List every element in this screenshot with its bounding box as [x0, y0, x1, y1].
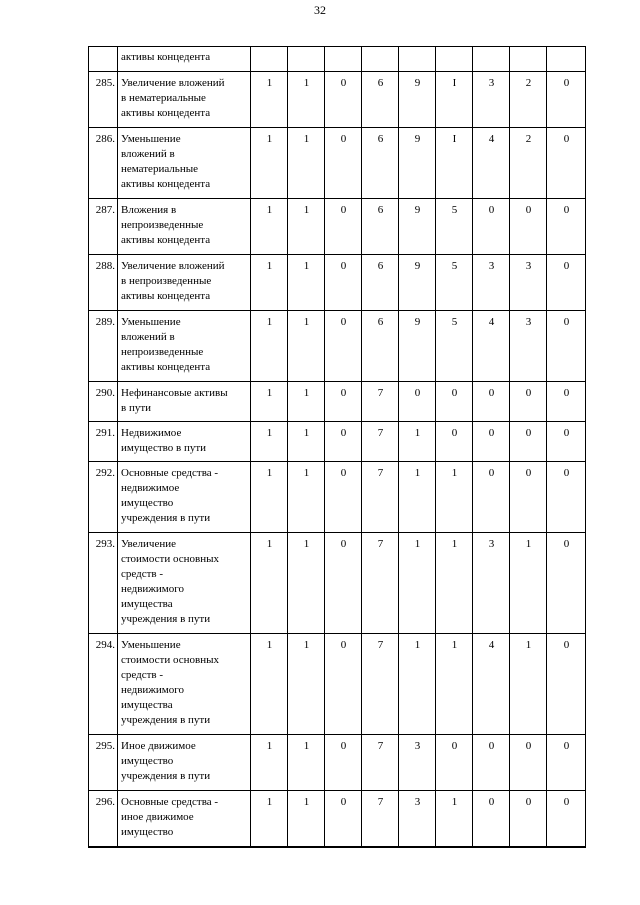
code-digit-8: 0: [510, 462, 547, 533]
code-digit-4: 6: [362, 72, 399, 128]
code-digit-1: 1: [251, 634, 288, 735]
code-digit-9: 0: [547, 634, 586, 735]
row-number: 290.: [89, 382, 118, 422]
account-name-line: в пути: [121, 402, 152, 414]
code-digit-9: 0: [547, 128, 586, 199]
code-digit-4: 6: [362, 311, 399, 382]
code-digit-2: 1: [288, 199, 325, 255]
table-row: [89, 72, 586, 128]
code-digit-5: 9: [399, 255, 436, 311]
code-digit-5: 0: [399, 382, 436, 422]
code-digit-1: 1: [251, 735, 288, 791]
code-digit-7: [473, 47, 510, 72]
code-digit-3: 0: [325, 382, 362, 422]
account-name-line: учреждения в пути: [121, 770, 211, 782]
account-name-line: Увеличение вложений: [121, 260, 225, 272]
code-digit-3: 0: [325, 311, 362, 382]
code-digit-8: 0: [510, 382, 547, 422]
code-digit-1: 1: [251, 462, 288, 533]
account-name-line: имущество: [121, 497, 174, 509]
code-digit-7: 0: [473, 422, 510, 462]
row-number: 288.: [89, 255, 118, 311]
code-digit-2: 1: [288, 72, 325, 128]
account-name-line: недвижимого: [121, 684, 184, 696]
code-digit-6: 1: [436, 533, 473, 634]
account-name-line: имущество: [121, 826, 174, 838]
code-digit-3: 0: [325, 255, 362, 311]
code-digit-7: 0: [473, 199, 510, 255]
code-digit-5: [399, 47, 436, 72]
code-digit-5: 9: [399, 199, 436, 255]
account-name-line: имущества: [121, 598, 173, 610]
code-digit-3: 0: [325, 128, 362, 199]
code-digit-2: 1: [288, 422, 325, 462]
account-name: [118, 128, 251, 199]
code-digit-3: 0: [325, 735, 362, 791]
account-name-line: Уменьшение: [121, 639, 181, 651]
code-digit-8: 2: [510, 72, 547, 128]
account-name-line: в нематериальные: [121, 92, 206, 104]
page-number: 32: [314, 3, 326, 17]
code-digit-8: 0: [510, 791, 547, 847]
account-name-line: активы концедента: [121, 107, 211, 119]
code-digit-8: 3: [510, 311, 547, 382]
code-digit-5: 1: [399, 634, 436, 735]
code-digit-7: 0: [473, 791, 510, 847]
account-name-line: Иное движимое: [121, 740, 196, 752]
code-digit-2: 1: [288, 735, 325, 791]
code-digit-1: 1: [251, 311, 288, 382]
code-digit-5: 1: [399, 533, 436, 634]
row-number: 291.: [89, 422, 118, 462]
code-digit-9: 0: [547, 255, 586, 311]
account-name-line: в непроизведенные: [121, 275, 212, 287]
code-digit-7: 4: [473, 128, 510, 199]
code-digit-4: 7: [362, 634, 399, 735]
code-digit-9: 0: [547, 422, 586, 462]
table-row: [89, 382, 586, 422]
account-name-line: вложений в: [121, 331, 175, 343]
account-name: [118, 422, 251, 462]
code-digit-6: 5: [436, 199, 473, 255]
account-name-line: недвижимого: [121, 583, 184, 595]
code-digit-8: 0: [510, 199, 547, 255]
code-digit-8: 2: [510, 128, 547, 199]
code-digit-4: 7: [362, 533, 399, 634]
table-row: [89, 422, 586, 462]
code-digit-5: 1: [399, 462, 436, 533]
row-number: 293.: [89, 533, 118, 634]
code-digit-9: 0: [547, 533, 586, 634]
account-name: [118, 533, 251, 634]
code-digit-5: 9: [399, 128, 436, 199]
code-digit-9: [547, 47, 586, 72]
code-digit-8: 0: [510, 735, 547, 791]
code-digit-5: 1: [399, 422, 436, 462]
table-row: [89, 462, 586, 533]
table-body: [89, 47, 586, 847]
account-name-line: Недвижимое: [121, 427, 182, 439]
account-name-line: Нефинансовые активы: [121, 387, 228, 399]
code-digit-4: 7: [362, 791, 399, 847]
table-row: [89, 199, 586, 255]
account-name-line: средств -: [121, 669, 164, 681]
code-digit-4: 7: [362, 382, 399, 422]
table-row: [89, 311, 586, 382]
code-digit-5: 3: [399, 735, 436, 791]
code-digit-6: I: [436, 72, 473, 128]
code-digit-6: 0: [436, 422, 473, 462]
table-bottom-border: [88, 847, 586, 848]
code-digit-4: 6: [362, 199, 399, 255]
account-name: [118, 47, 251, 72]
code-digit-6: 5: [436, 311, 473, 382]
account-codes-table: [88, 46, 586, 847]
code-digit-1: [251, 47, 288, 72]
account-name-line: Увеличение вложений: [121, 77, 225, 89]
account-name-line: средств -: [121, 568, 164, 580]
code-digit-9: 0: [547, 791, 586, 847]
code-digit-3: 0: [325, 422, 362, 462]
account-name-line: Уменьшение: [121, 133, 181, 145]
code-digit-3: 0: [325, 199, 362, 255]
account-name-line: учреждения в пути: [121, 512, 211, 524]
code-digit-3: 0: [325, 791, 362, 847]
account-name-line: имущество в пути: [121, 442, 207, 454]
row-number: [89, 47, 118, 72]
table-row: [89, 533, 586, 634]
code-digit-4: 6: [362, 128, 399, 199]
code-digit-7: 0: [473, 462, 510, 533]
code-digit-2: 1: [288, 311, 325, 382]
code-digit-6: 1: [436, 791, 473, 847]
table-row: [89, 128, 586, 199]
account-name: [118, 255, 251, 311]
table-row: [89, 735, 586, 791]
account-name-line: активы концедента: [121, 361, 211, 373]
account-name-line: активы концедента: [121, 178, 211, 190]
code-digit-1: 1: [251, 533, 288, 634]
table-row: [89, 255, 586, 311]
code-digit-7: 3: [473, 255, 510, 311]
code-digit-2: 1: [288, 128, 325, 199]
code-digit-2: 1: [288, 791, 325, 847]
account-name-line: Основные средства -: [121, 796, 219, 808]
code-digit-1: 1: [251, 382, 288, 422]
account-name-line: активы концедента: [121, 51, 211, 63]
code-digit-6: [436, 47, 473, 72]
code-digit-9: 0: [547, 72, 586, 128]
account-name-line: Основные средства -: [121, 467, 219, 479]
account-name-line: недвижимое: [121, 482, 180, 494]
account-name-line: Вложения в: [121, 204, 177, 216]
code-digit-3: 0: [325, 72, 362, 128]
code-digit-8: [510, 47, 547, 72]
table-row: [89, 791, 586, 847]
account-name-line: Увеличение: [121, 538, 177, 550]
code-digit-8: 1: [510, 634, 547, 735]
code-digit-7: 0: [473, 382, 510, 422]
row-number: 295.: [89, 735, 118, 791]
code-digit-1: 1: [251, 791, 288, 847]
account-name: [118, 462, 251, 533]
table-row: [89, 634, 586, 735]
account-name: [118, 311, 251, 382]
code-digit-7: 3: [473, 533, 510, 634]
code-digit-9: 0: [547, 462, 586, 533]
row-number: 286.: [89, 128, 118, 199]
code-digit-3: 0: [325, 533, 362, 634]
account-name-line: непроизведенные: [121, 346, 204, 358]
code-digit-6: 0: [436, 382, 473, 422]
code-digit-7: 4: [473, 634, 510, 735]
account-name-line: учреждения в пути: [121, 714, 211, 726]
account-name-line: непроизведенные: [121, 219, 204, 231]
code-digit-3: 0: [325, 634, 362, 735]
account-name: [118, 199, 251, 255]
code-digit-7: 4: [473, 311, 510, 382]
code-digit-9: 0: [547, 382, 586, 422]
code-digit-2: 1: [288, 533, 325, 634]
code-digit-5: 3: [399, 791, 436, 847]
account-name-line: Уменьшение: [121, 316, 181, 328]
account-name: [118, 735, 251, 791]
code-digit-4: 6: [362, 255, 399, 311]
code-digit-4: [362, 47, 399, 72]
account-name-line: учреждения в пути: [121, 613, 211, 625]
code-digit-3: [325, 47, 362, 72]
code-digit-2: 1: [288, 462, 325, 533]
row-number: 285.: [89, 72, 118, 128]
row-number: 289.: [89, 311, 118, 382]
code-digit-1: 1: [251, 72, 288, 128]
code-digit-7: 3: [473, 72, 510, 128]
account-name-line: активы концедента: [121, 290, 211, 302]
code-digit-4: 7: [362, 462, 399, 533]
account-name-line: имущества: [121, 699, 173, 711]
code-digit-5: 9: [399, 72, 436, 128]
account-name: [118, 72, 251, 128]
code-digit-8: 3: [510, 255, 547, 311]
account-name-line: стоимости основных: [121, 553, 220, 565]
row-number: 294.: [89, 634, 118, 735]
account-name-line: иное движимое: [121, 811, 194, 823]
code-digit-4: 7: [362, 422, 399, 462]
code-digit-1: 1: [251, 199, 288, 255]
code-digit-3: 0: [325, 462, 362, 533]
code-digit-8: 0: [510, 422, 547, 462]
account-name: [118, 382, 251, 422]
code-digit-7: 0: [473, 735, 510, 791]
code-digit-6: 1: [436, 462, 473, 533]
account-name: [118, 791, 251, 847]
code-digit-9: 0: [547, 311, 586, 382]
code-digit-2: 1: [288, 634, 325, 735]
account-name-line: имущество: [121, 755, 174, 767]
row-number: 292.: [89, 462, 118, 533]
code-digit-1: 1: [251, 255, 288, 311]
code-digit-1: 1: [251, 128, 288, 199]
row-number: 296.: [89, 791, 118, 847]
code-digit-2: 1: [288, 382, 325, 422]
account-name-line: стоимости основных: [121, 654, 220, 666]
code-digit-6: 5: [436, 255, 473, 311]
code-digit-2: [288, 47, 325, 72]
account-name: [118, 634, 251, 735]
code-digit-6: 1: [436, 634, 473, 735]
code-digit-9: 0: [547, 199, 586, 255]
code-digit-6: I: [436, 128, 473, 199]
code-digit-5: 9: [399, 311, 436, 382]
code-digit-9: 0: [547, 735, 586, 791]
code-digit-2: 1: [288, 255, 325, 311]
code-digit-8: 1: [510, 533, 547, 634]
account-name-line: нематериальные: [121, 163, 198, 175]
row-number: 287.: [89, 199, 118, 255]
code-digit-4: 7: [362, 735, 399, 791]
account-name-line: активы концедента: [121, 234, 211, 246]
code-digit-1: 1: [251, 422, 288, 462]
code-digit-6: 0: [436, 735, 473, 791]
table-row: [89, 47, 586, 72]
account-name-line: вложений в: [121, 148, 175, 160]
